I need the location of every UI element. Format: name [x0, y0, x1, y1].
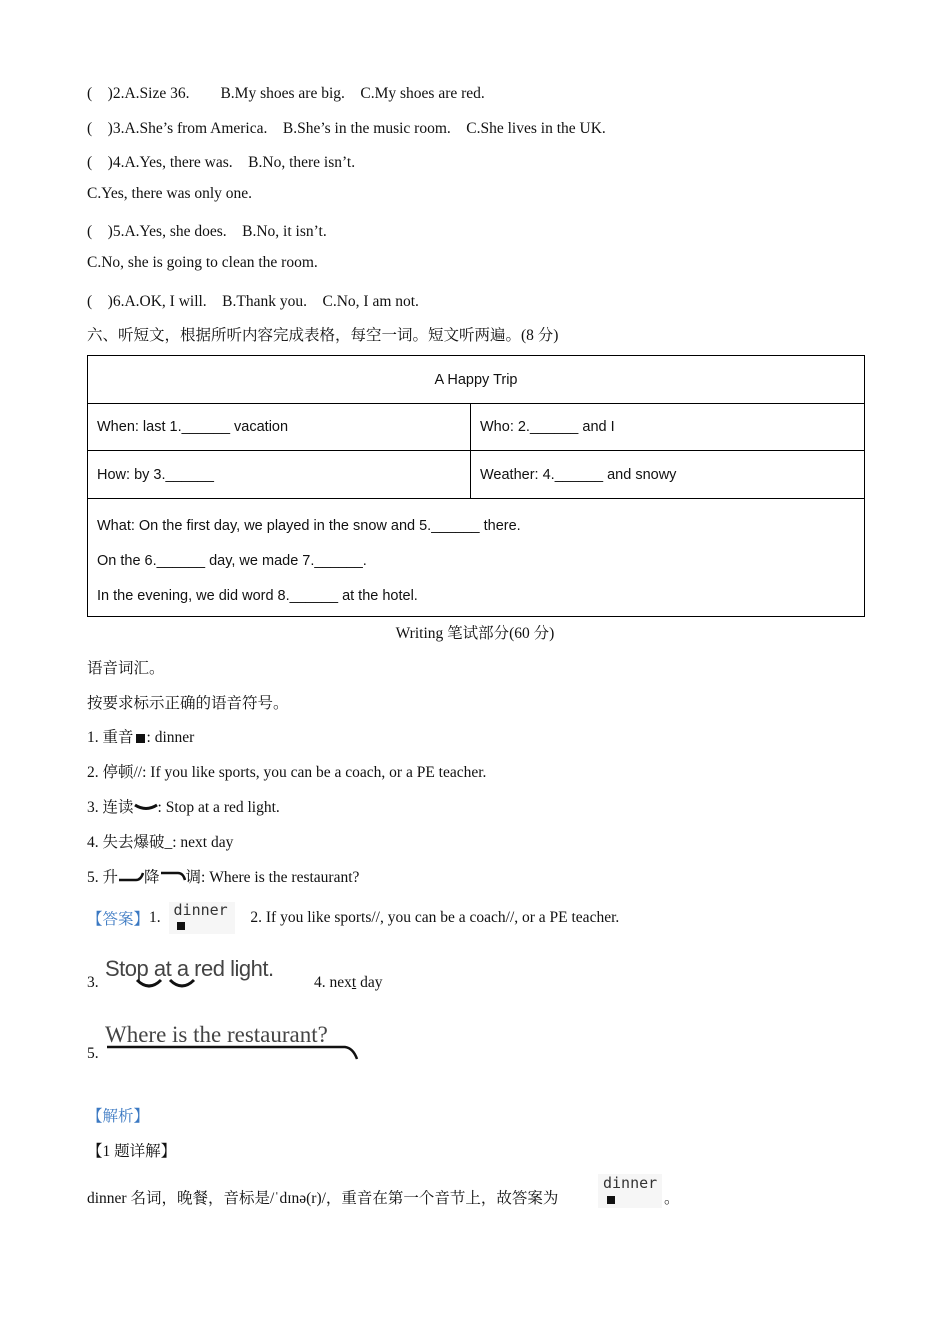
- what-line-3: In the evening, we did word 8.______ at the hotel.: [97, 588, 418, 604]
- liaison-arc-icon: [134, 799, 158, 817]
- question-5: [87, 219, 327, 241]
- item-1-suffix: : dinner: [146, 729, 195, 746]
- answer-4: [314, 974, 382, 992]
- item-3-prefix: 3. 连读: [87, 799, 134, 816]
- question-text: 5.A.Yes, she does. B.No, it isn’t.: [112, 223, 327, 240]
- table-cell-what: [88, 499, 865, 617]
- answer-paren: ( ): [87, 120, 113, 137]
- liaison-image-text: Stop at a red light.: [105, 956, 274, 981]
- question-text: 6.A.OK, I will. B.Thank you. C.No, I am not.: [112, 293, 419, 310]
- answer-4-post: day: [356, 974, 383, 991]
- item-5: [87, 865, 359, 887]
- analysis-end: 。: [664, 1190, 680, 1207]
- question-3: [87, 116, 606, 138]
- answer-paren: ( ): [87, 293, 113, 310]
- dinner-image-text: dinner: [173, 901, 228, 919]
- question-4: [87, 150, 355, 172]
- dinner-image-text-2: dinner: [603, 1174, 658, 1192]
- trip-table: [87, 355, 865, 617]
- question-text: 2.A.Size 36. B.My shoes are big. C.My shoes are red.: [112, 85, 485, 102]
- intonation-image-text: Where is the restaurant?: [105, 1022, 328, 1047]
- what-line-2: On the 6.______ day, we made 7.______.: [97, 553, 367, 569]
- phonetics-title: 语音词汇。: [87, 660, 165, 677]
- table-cell-weather: Weather: 4.______ and snowy: [471, 451, 865, 499]
- stress-square-icon: [136, 734, 145, 743]
- item-5-c: 调: Where is the restaurant?: [185, 869, 360, 886]
- answer-3-number: 3.: [87, 974, 99, 991]
- question-2: [87, 81, 485, 103]
- question-4-option-c: [87, 185, 252, 203]
- question-text: 3.A.She’s from America. B.She’s in the music room. C.She lives in the UK.: [112, 120, 606, 137]
- question-5-option-c: [87, 254, 318, 272]
- dinner-stress-image-2: [598, 1174, 662, 1208]
- answer-1-number: 1.: [149, 909, 161, 926]
- question-6: [87, 289, 419, 311]
- item-3: [87, 795, 280, 817]
- table-title: A Happy Trip: [88, 356, 865, 404]
- analysis-label: 【解析】: [87, 1108, 150, 1125]
- falling-tone-icon: [160, 869, 186, 887]
- item-5-b: 降: [144, 869, 160, 886]
- question-text: 4.A.Yes, there was. B.No, there isn’t.: [112, 154, 356, 171]
- answer-paren: ( ): [87, 223, 113, 240]
- question-text: C.Yes, there was only one.: [87, 185, 253, 202]
- liaison-answer-image: [105, 956, 295, 996]
- table-cell-how: How: by 3.______: [88, 451, 471, 499]
- table-cell-who: Who: 2.______ and I: [471, 404, 865, 451]
- answer-row-1: [87, 902, 619, 938]
- item-2: 2. 停顿//: If you like sports, you can be a coach, or a PE teacher.: [87, 764, 487, 781]
- item-5-a: 5. 升: [87, 869, 119, 886]
- answer-5-number: 5.: [87, 1045, 99, 1062]
- item-1: [87, 725, 194, 747]
- item-4: 4. 失去爆破_: next day: [87, 834, 234, 851]
- section-6-heading: 六、听短文，根据所听内容完成表格，每空一词。短文听两遍。(8 分): [87, 327, 559, 344]
- answer-label: 【答案】: [87, 911, 150, 928]
- answer-4-t: t: [351, 974, 357, 991]
- analysis-detail-heading: 【1 题详解】: [87, 1143, 177, 1160]
- answer-paren: ( ): [87, 154, 113, 171]
- what-line-1: What: On the first day, we played in the snow and 5.______ there.: [97, 518, 521, 534]
- analysis-text: dinner 名词，晚餐，音标是/ˈdɪnə(r)/，重音在第一个音节上，故答案为: [87, 1190, 559, 1207]
- answer-2-text: 2. If you like sports//, you can be a coach//, or a PE teacher.: [250, 909, 620, 926]
- writing-heading: Writing 笔试部分(60 分): [395, 625, 555, 642]
- answer-paren: ( ): [87, 85, 113, 102]
- rising-tone-icon: [118, 869, 144, 887]
- table-cell-when: When: last 1.______ vacation: [88, 404, 471, 451]
- answer-4-pre: 4. nex: [314, 974, 352, 991]
- intonation-answer-image: [105, 1020, 365, 1064]
- instruction: 按要求标示正确的语音符号。: [87, 695, 289, 712]
- item-3-suffix: : Stop at a red light.: [157, 799, 280, 816]
- item-1-prefix: 1. 重音: [87, 729, 134, 746]
- dinner-stress-image: [169, 902, 235, 934]
- question-text: C.No, she is going to clean the room.: [87, 254, 318, 271]
